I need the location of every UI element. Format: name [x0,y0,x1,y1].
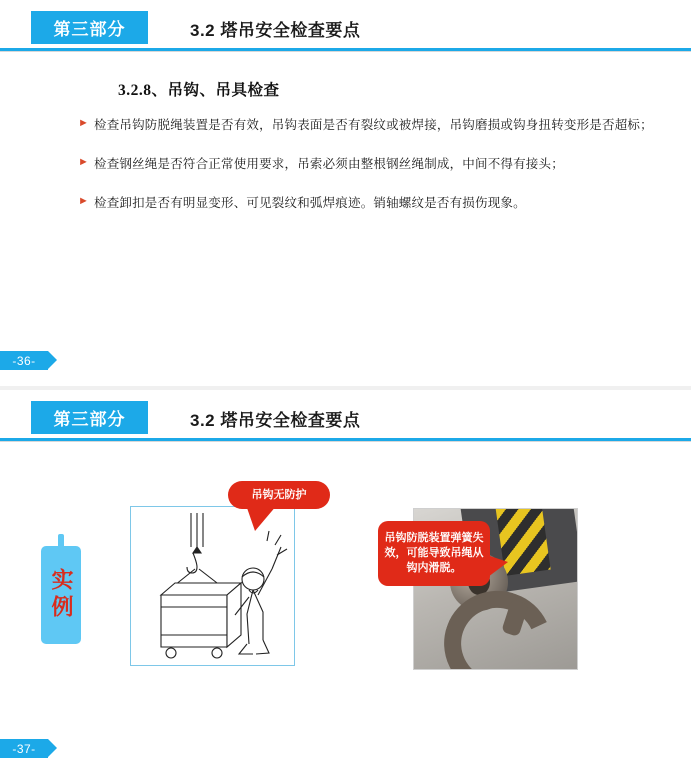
example-tab [41,546,81,644]
triangle-bullet-icon: ► [78,195,89,207]
triangle-bullet-icon: ► [78,117,89,129]
page-title: 3.2 塔吊安全检查要点 [190,21,361,40]
callout-text: 吊钩防脱装置弹簧失效，可能导致吊绳从钩内滑脱。 [384,532,484,574]
slide-2-header [0,390,691,442]
section-tag: 第三部分 [31,11,148,44]
header-rule-thin [0,51,691,52]
list-item [78,112,658,138]
callout-spring-failure [378,521,490,586]
slide-2 [0,390,691,778]
list-item [78,190,658,216]
callout-hook-unprotected [228,481,330,509]
example-tab-label: 实例 [49,568,74,622]
triangle-bullet-icon: ► [78,156,89,168]
list-item [78,151,658,177]
list-item-text: 检查吊钩防脱绳装置是否有效，吊钩表面是否有裂纹或被焊接，吊钩磨损或钩身扭转变形是否超标； [94,118,653,132]
section-tag: 第三部分 [31,401,148,434]
page-title: 3.2 塔吊安全检查要点 [190,411,361,430]
slide-1-header [0,0,691,52]
list-item-text: 检查钢丝绳是否符合正常使用要求，吊索必须由整根钢丝绳制成，中间不得有接头； [94,157,564,171]
bullet-list [78,112,658,229]
list-item-text: 检查卸扣是否有明显变形、可见裂纹和弧焊痕迹。销轴螺纹是否有损伤现象。 [94,196,526,210]
page-number-badge: -37- [0,739,48,758]
header-rule-thin [0,441,691,442]
section-heading: 3.2.8、吊钩、吊具检查 [118,82,280,99]
page-number-badge: -36- [0,351,48,370]
callout-text: 吊钩无防护 [251,488,307,501]
